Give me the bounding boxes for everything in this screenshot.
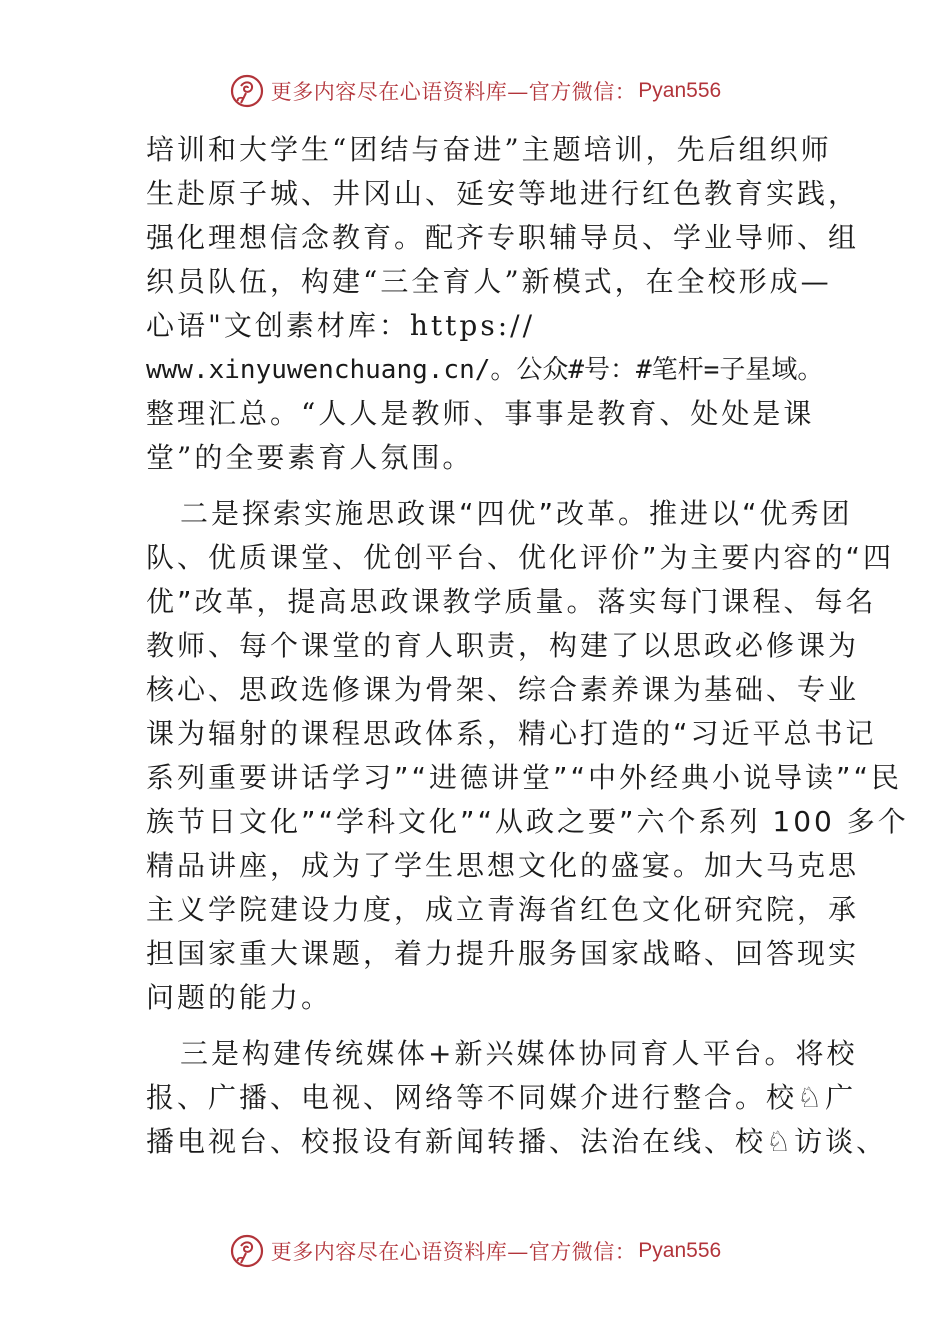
paragraph [146, 128, 860, 480]
paragraph [146, 492, 909, 1020]
text-line: 强化理想信念教育。配齐专职辅导员、学业导师、组 [146, 221, 860, 254]
text-line: 担国家重大课题，着力提升服务国家战略、回答现实 [146, 937, 860, 970]
text-line: 系列重要讲话学习”“进德讲堂”“中外经典小说导读”“民 [146, 761, 903, 794]
paragraph [146, 1032, 888, 1164]
wechat-id: Pyan556 [638, 79, 722, 102]
banner-text: 更多内容尽在心语资料库—官方微信： [270, 80, 637, 104]
text-line: 织员队伍，构建“三全育人”新模式，在全校形成— [146, 265, 832, 298]
text-line: 族节日文化”“学科文化”“从政之要”六个系列 100 多个 [146, 805, 909, 838]
text-line: 队、优质课堂、优创平台、优化评价”为主要内容的“四 [146, 541, 895, 574]
text-line: 核心、思政选修课为骨架、综合素养课为基础、专业 [146, 673, 860, 706]
text-line: 堂”的全要素育人氛围。 [146, 441, 474, 474]
text-line: 课为辐射的课程思政体系，精心打造的“习近平总书记 [146, 717, 877, 750]
text-line: 教师、每个课堂的育人职责，构建了以思政必修课为 [146, 629, 860, 662]
text-line: 主义学院建设力度，成立青海省红色文化研究院，承 [146, 893, 860, 926]
text-line: 问题的能力。 [146, 981, 333, 1014]
text-line: 二是探索实施思政课“四优”改革。推进以“优秀团 [180, 497, 853, 530]
text-line: 生赴原子城、井冈山、延安等地进行红色教育实践， [146, 177, 860, 210]
rose-icon [229, 73, 265, 109]
text-line: 整理汇总。“人人是教师、事事是教育、处处是课 [146, 397, 815, 430]
wechat-id: Pyan556 [638, 1239, 722, 1262]
text-line: 精品讲座，成为了学生思想文化的盛宴。加大马克思 [146, 849, 860, 882]
text-line: 心语"文创素材库：https:// [146, 309, 536, 342]
header-banner [0, 66, 950, 116]
rose-icon [229, 1233, 265, 1269]
text-line: 播电视台、校报设有新闻转播、法治在线、校♘访谈、 [146, 1125, 888, 1158]
text-line: 优”改革，提高思政课教学质量。落实每门课程、每名 [146, 585, 877, 618]
banner-text: 更多内容尽在心语资料库—官方微信： [270, 1240, 637, 1264]
text-line: 报、广播、电视、网络等不同媒介进行整合。校♘广 [146, 1081, 857, 1114]
text-line: www.xinyuwenchuang.cn/。公众#号：#笔杆=子星域。 [146, 355, 824, 385]
text-line: 培训和大学生“团结与奋进”主题培训，先后组织师 [146, 133, 832, 166]
footer-banner [0, 1226, 950, 1276]
document-body [146, 128, 909, 1164]
text-line: 三是构建传统媒体+新兴媒体协同育人平台。将校 [180, 1037, 858, 1070]
